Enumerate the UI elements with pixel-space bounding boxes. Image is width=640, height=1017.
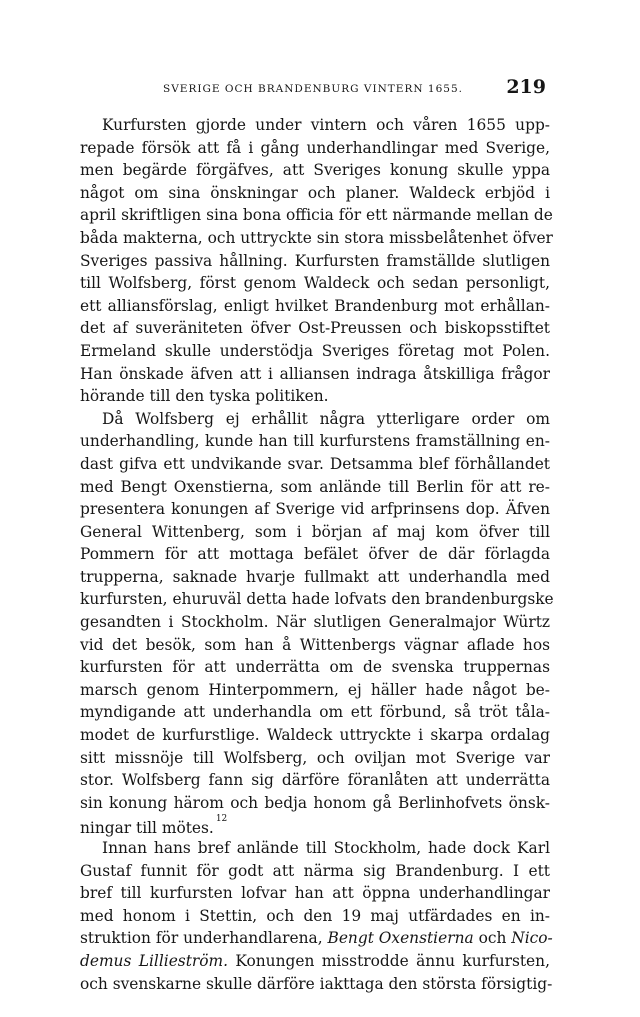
text-line: vid det besök, som han å Wittenbergs vägnar aflade hos <box>80 635 550 654</box>
text-line: hörande till den tyska politiken. <box>80 387 329 406</box>
text-line: bref till kurfursten lofvar han att öppna underhandlingar <box>80 884 550 903</box>
text-line: Gustaf funnit för godt att närma sig Brandenburg. I ett <box>80 861 550 880</box>
text-line: sin konung härom och bedja honom gå Berlinhofvets önsk- <box>80 793 550 812</box>
footnote-ref: 12 <box>215 814 228 825</box>
text-line: något om sina önskningar och planer. Waldeck erbjöd i <box>80 183 550 202</box>
text-line: kurfursten, ehuruväl detta hade lofvats den brandenburgske <box>80 590 554 609</box>
text-line: det af suveräniteten öfver Ost-Preussen och biskopsstiftet <box>80 319 550 338</box>
text-line: gesandten i Stockholm. När slutligen Generalmajor Würtz <box>80 613 550 632</box>
text-line: med honom i Stettin, och den 19 maj utfärdades en in- <box>80 906 550 925</box>
text-line: och svenskarne skulle därföre iakttaga den största försigtig- <box>80 974 553 993</box>
text-line: stor. Wolfsberg fann sig därföre föranlåten att underrätta <box>80 771 550 790</box>
text-line: modet de kurfurstlige. Waldeck uttryckte i skarpa ordalag <box>80 726 550 745</box>
text-line: april skriftligen sina bona officia för ett närmande mellan de <box>80 206 553 225</box>
text-line: ett alliansförslag, enligt hvilket Brandenburg mot erhållan- <box>80 296 550 315</box>
text-line: Då Wolfsberg ej erhållit några ytterligare order om <box>102 409 550 428</box>
text-line: trupperna, saknade hvarje fullmakt att underhandla med <box>80 567 550 586</box>
text-line: Ermeland skulle understödja Sveriges företag mot Polen. <box>80 341 550 360</box>
paragraph-2 <box>80 408 554 838</box>
text-line: kurfursten för att underrätta om de svenska truppernas <box>80 658 550 677</box>
text-line: repade försök att få i gång underhandlingar med Sverige, <box>80 138 550 157</box>
text-line: General Wittenberg, som i början af maj kom öfver till <box>80 522 550 541</box>
text-line: men begärde förgäfves, att Sveriges konung skulle yppa <box>80 161 550 180</box>
text-line: underhandling, kunde han till kurfurstens framställning en- <box>80 432 550 451</box>
text-line: Kurfursten gjorde under vintern och våren 1655 upp- <box>102 116 550 134</box>
text-line: presentera konungen af Sverige vid arfprinsens dop. Äfven <box>80 500 550 519</box>
text-line: med Bengt Oxenstierna, som anlände till Berlin för att re- <box>80 477 550 496</box>
text-line: myndigande att underhandla om ett förbund, så tröt tåla- <box>80 703 550 722</box>
page-number: 219 <box>506 76 546 98</box>
paragraph-1 <box>80 114 553 408</box>
text-segment: och <box>478 929 507 948</box>
page-header <box>80 76 546 104</box>
text-line: Innan hans bref anlände till Stockholm, hade dock Karl <box>102 839 550 857</box>
text-line: Pommern för att mottaga befälet öfver de där förlagda <box>80 545 550 564</box>
text-line: Han önskade äfven att i alliansen indraga åtskilliga frågor <box>80 364 550 383</box>
person-name: Nico- <box>511 929 553 948</box>
body-text <box>80 114 554 995</box>
text-line <box>80 927 553 950</box>
text-line: båda makterna, och uttryckte sin stora missbelåtenhet öfver <box>80 228 553 247</box>
text-line: sitt missnöje till Wolfsberg, och oviljan mot Sverige var <box>80 748 550 767</box>
text-segment: struktion för underhandlarena, <box>80 929 323 948</box>
text-line: marsch genom Hinterpommern, ej häller hade något be- <box>80 680 550 699</box>
text-line <box>80 950 550 973</box>
person-name: Bengt Oxenstierna <box>327 929 474 948</box>
text-line: Sveriges passiva hållning. Kurfursten framställde slutligen <box>80 251 550 270</box>
text-line <box>80 814 550 837</box>
text-line-content: ningar till mötes. <box>80 819 214 838</box>
paragraph-3 <box>80 837 553 995</box>
text-line: till Wolfsberg, först genom Waldeck och sedan personligt, <box>80 274 550 293</box>
running-head: SVERIGE OCH BRANDENBURG VINTERN 1655. <box>163 83 463 95</box>
text-segment: Konungen misstrodde ännu kurfursten, <box>235 951 550 970</box>
person-name: Lillieström. <box>138 951 228 970</box>
person-name: demus <box>80 951 132 970</box>
text-line: dast gifva ett undvikande svar. Detsamma blef förhållandet <box>80 454 550 473</box>
